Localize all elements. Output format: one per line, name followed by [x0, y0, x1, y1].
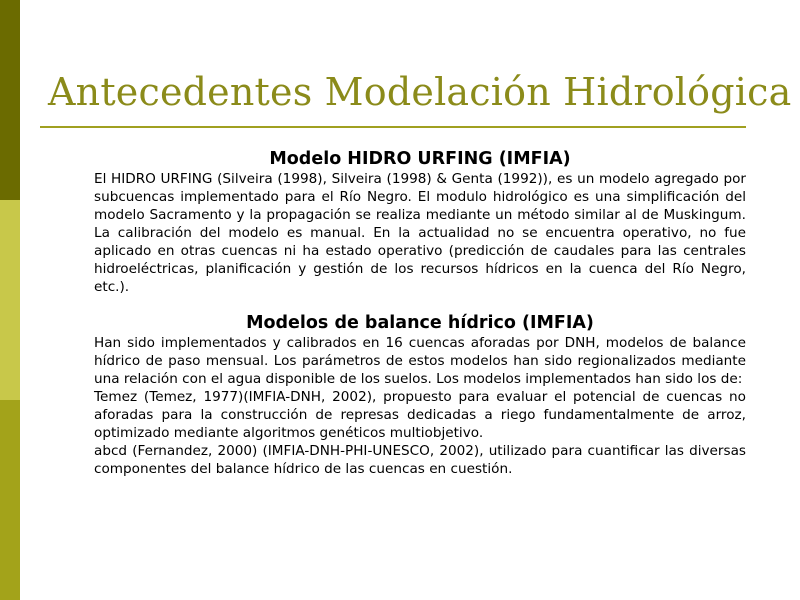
section-balance-hidrico [94, 312, 746, 478]
section-paragraph: Han sido implementados y calibrados en 16 cuencas aforadas por DNH, modelos de balance hídrico de paso mensual. Los parámetros de estos modelos han sido regionalizados mediante una relación con el agua disponible de los suelos. Los modelos implementados han sido los de: [94, 335, 746, 387]
section-heading: Modelos de balance hídrico (IMFIA) [246, 313, 594, 333]
section-hidro-urfing [94, 148, 746, 296]
slide-body [94, 148, 746, 478]
section-paragraph: abcd (Fernandez, 2000) (IMFIA-DNH-PHI-UNESCO, 2002), utilizado para cuantificar las diversas componentes del balance hídrico de las cuencas en cuestión. [94, 443, 746, 477]
section-paragraph: Temez (Temez, 1977)(IMFIA-DNH, 2002), propuesto para evaluar el potencial de cuencas no aforadas para la construcción de represas dedicadas a riego fundamentalmente de arroz, optimizado mediante algoritmos genéticos multiobjetivo. [94, 389, 746, 441]
decorative-bar-bottom [0, 400, 20, 600]
decorative-bar-middle [0, 200, 20, 400]
section-heading: Modelo HIDRO URFING (IMFIA) [269, 149, 571, 169]
slide-title: Antecedentes Modelación Hidrológica [48, 70, 792, 114]
section-paragraph: El HIDRO URFING (Silveira (1998), Silveira (1998) & Genta (1992)), es un modelo agregado por subcuencas implementado para el Río Negro. El modulo hidrológico es una simplificación del modelo Sacramento y la propagación se realiza mediante un método similar al de Muskingum. La calibración del modelo es manual. En la actualidad no se encuentra operativo, no fue aplicado en otras cuencas ni ha estado operativo (predicción de caudales para las centrales hidroeléctricas, planificación y gestión de los recursos hídricos en la cuenca del Río Negro, etc.). [94, 171, 746, 295]
title-underline [40, 126, 746, 128]
section-spacer [94, 296, 746, 312]
decorative-bar-top [0, 0, 20, 200]
